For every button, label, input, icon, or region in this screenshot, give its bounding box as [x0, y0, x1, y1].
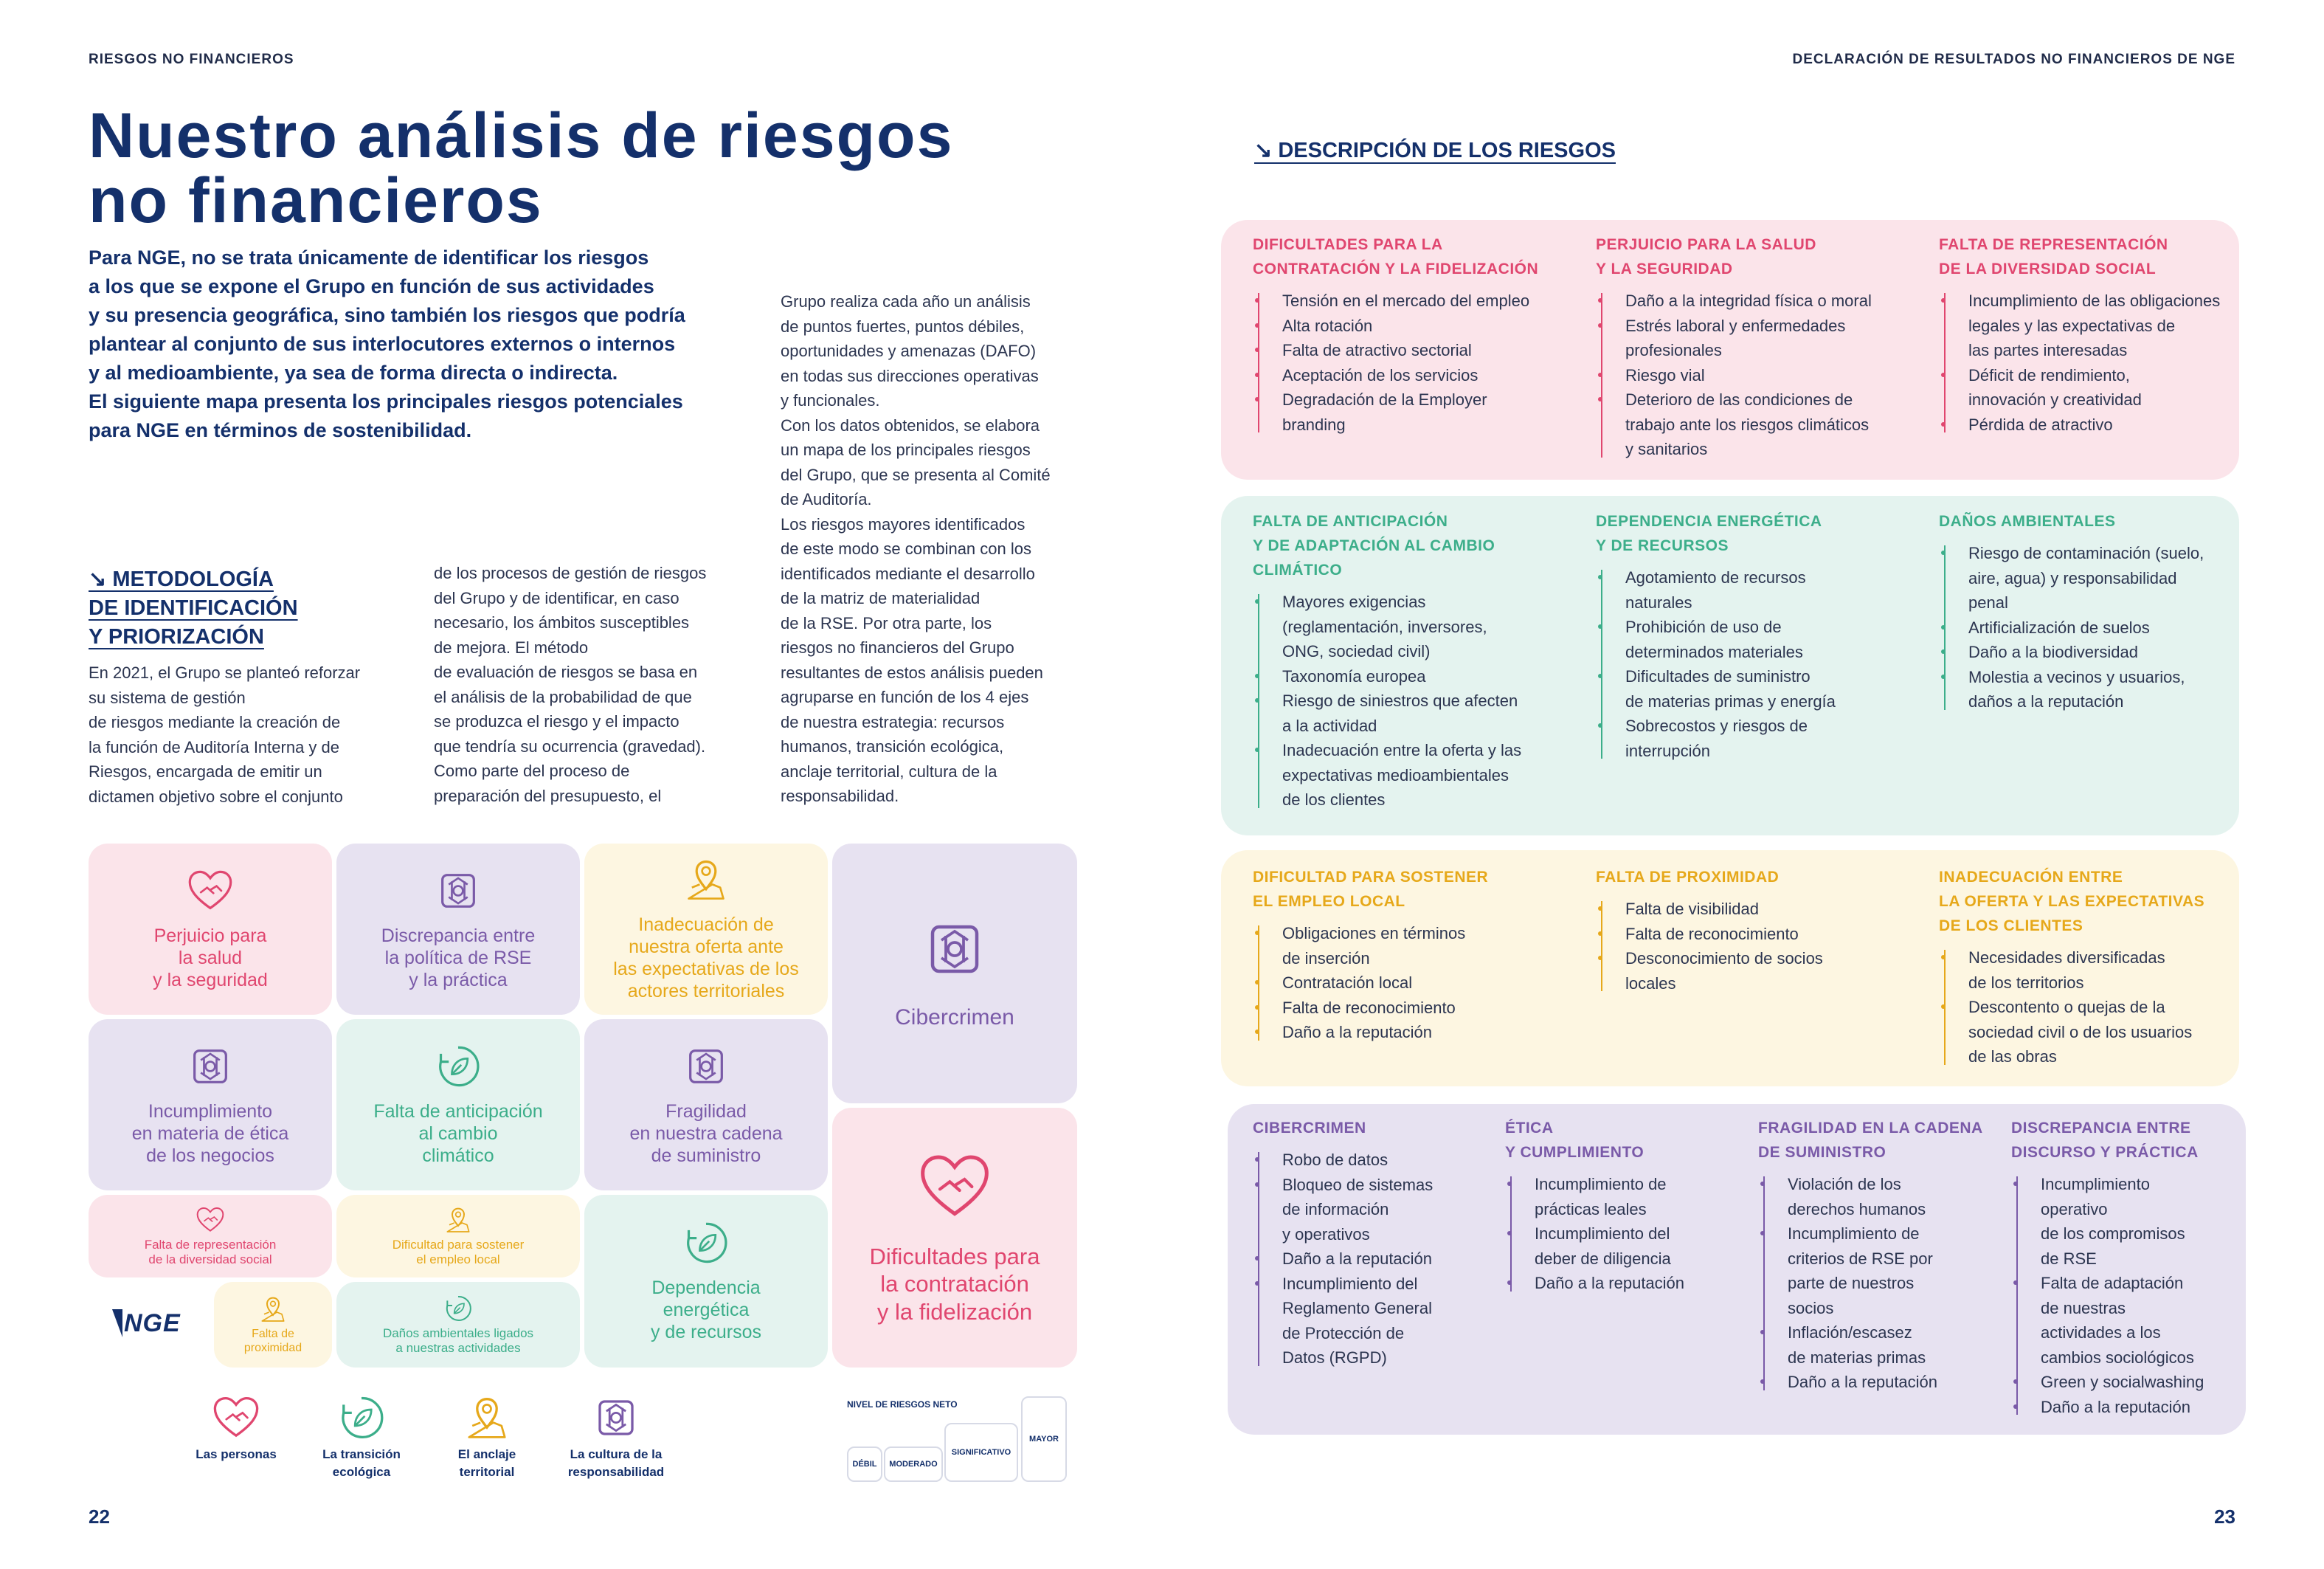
- tile-anticipacion: [336, 1019, 580, 1190]
- risk-list: [1253, 590, 1577, 813]
- risk-column: [1253, 509, 1577, 813]
- risk-item: Contratación local: [1282, 970, 1577, 996]
- risk-title: FALTA DE REPRESENTACIÓN DE LA DIVERSIDAD SOCIAL: [1939, 236, 2168, 277]
- eco-cycle-icon: [682, 1219, 730, 1266]
- risk-item: Deterioro de las condiciones de trabajo ante los riesgos climáticos y sanitarios: [1625, 387, 1920, 462]
- methodology-col3: Grupo realiza cada año un análisis de puntos fuertes, puntos débiles, oportunidades y amenazas (DAFO) en todas sus direcciones operativas y funcionales. Con los datos obtenidos, se elabora un mapa de los principales riesgos del Grupo, que se presenta al Comité de Auditoría. Los riesgos mayores identificados de este modo se combinan con los identificados mediante el desarrollo de la matriz de materialidad de la RSE. Por otra parte, los riesgos no financieros del Grupo resultantes de estos análisis pueden agruparse en función de los 4 ejes de nuestra estrategia: recursos humanos, transición ecológica, anclaje territorial, cultura de la responsabilidad.: [781, 292, 1051, 805]
- risk-column: [1253, 865, 1577, 1045]
- location-pin-icon: [463, 1393, 511, 1442]
- risk-item: Daño a la reputación: [1282, 1020, 1577, 1045]
- risk-column: [1505, 1116, 1749, 1296]
- risk-item: Aceptación de los servicios: [1282, 363, 1577, 388]
- risk-item: Alta rotación: [1282, 314, 1577, 339]
- joined-hands-icon: [921, 916, 988, 982]
- methodology-heading-line1: ↘ METODOLOGÍA: [89, 568, 274, 591]
- tile-discrepancia: [336, 844, 580, 1015]
- page-number-right: 23: [2214, 1506, 2235, 1528]
- risk-item: Daño a la reputación: [1282, 1246, 1496, 1272]
- legend-anclaje: [428, 1393, 546, 1481]
- methodology-col2: de los procesos de gestión de riesgos del Grupo y de identificar, en caso necesario, los ámbitos susceptibles de mejora. El método de evaluación de riesgos se basa en el análisis de la probabilidad de que se produzca el riesgo y el impacto que tendría su ocurrencia (gravedad). Como parte del proceso de preparación del presupuesto, el: [434, 564, 707, 805]
- legend-transicion-label: La transición ecológica: [322, 1447, 401, 1479]
- risk-item: Tensión en el mercado del empleo: [1282, 289, 1577, 314]
- risk-list: [1596, 565, 1920, 763]
- risk-item: Molestia a vecinos y usuarios, daños a la reputación: [1968, 665, 2249, 714]
- risk-item: Dificultades de suministro de materias primas y energía: [1625, 664, 1920, 714]
- level-debil: DÉBIL: [847, 1446, 882, 1482]
- risk-item: Falta de atractivo sectorial: [1282, 338, 1577, 363]
- tile-danos: [336, 1282, 580, 1368]
- risk-item: Riesgo vial: [1625, 363, 1920, 388]
- legend-transicion: [302, 1393, 421, 1481]
- nge-logo-text: NGE: [124, 1309, 181, 1337]
- risk-list: [1596, 289, 1920, 462]
- risk-title: FALTA DE ANTICIPACIÓN Y DE ADAPTACIÓN AL CAMBIO CLIMÁTICO: [1253, 513, 1495, 579]
- page-title-line2: no financieros: [89, 165, 543, 236]
- risk-item: Descontento o quejas de la sociedad civil o de los usuarios de las obras: [1968, 995, 2249, 1069]
- page-title: [89, 100, 954, 236]
- legend-cultura-label: La cultura de la responsabilidad: [567, 1447, 665, 1479]
- risk-column: [1253, 1116, 1496, 1370]
- risk-title: FRAGILIDAD EN LA CADENA DE SUMINISTRO: [1758, 1120, 1983, 1161]
- tile-contratacion-label: Dificultades para la contratación y la fidelización: [869, 1244, 1040, 1325]
- tile-diversidad: [89, 1195, 332, 1277]
- risk-item: Daño a la reputación: [1535, 1271, 1749, 1296]
- tile-empleo: [336, 1195, 580, 1277]
- tile-salud-label: Perjuicio para la salud y la seguridad: [153, 925, 268, 990]
- tile-salud: [89, 844, 332, 1015]
- risk-item: Riesgo de siniestros que afecten a la actividad: [1282, 689, 1577, 738]
- methodology-heading-line3: Y PRIORIZACIÓN: [89, 625, 264, 649]
- methodology-heading-line2: DE IDENTIFICACIÓN: [89, 596, 298, 620]
- risk-item: Desconocimiento de socios locales: [1625, 946, 1920, 996]
- legend-anclaje-label: El anclaje territorial: [457, 1447, 516, 1479]
- risk-item: Bloqueo de sistemas de información y operativos: [1282, 1173, 1496, 1247]
- heart-hands-icon: [196, 1205, 225, 1235]
- risk-item: Falta de adaptación de nuestras actividades a los cambios sociológicos: [2041, 1271, 2240, 1370]
- risk-title: FALTA DE PROXIMIDAD: [1596, 869, 1780, 886]
- legend-personas-label: Las personas: [196, 1447, 277, 1461]
- risk-item: Agotamiento de recursos naturales: [1625, 565, 1920, 615]
- tile-contratacion: [832, 1108, 1077, 1368]
- risk-item: Violación de los derechos humanos: [1788, 1172, 2002, 1221]
- level-significativo: SIGNIFICATIVO: [944, 1423, 1018, 1482]
- tile-inadecuacion-label: Inadecuación de nuestra oferta ante las expectativas de los actores territoriales: [613, 914, 799, 1001]
- risk-item: Degradación de la Employer branding: [1282, 387, 1577, 437]
- risk-column: [1939, 865, 2249, 1069]
- location-pin-icon: [443, 1205, 473, 1235]
- page-number-left: 22: [89, 1506, 110, 1528]
- tile-cibercrimen: [832, 844, 1077, 1103]
- risk-item: Artificialización de suelos: [1968, 615, 2249, 641]
- risk-title: DAÑOS AMBIENTALES: [1939, 513, 2116, 530]
- risk-item: Inflación/escasez de materias primas: [1788, 1320, 2002, 1370]
- tile-inadecuacion: [584, 844, 828, 1015]
- risk-title: CIBERCRIMEN: [1253, 1120, 1366, 1137]
- tile-empleo-label: Dificultad para sostener el empleo local: [392, 1237, 525, 1266]
- level-moderado: MODERADO: [884, 1446, 943, 1482]
- tile-fragilidad-label: Fragilidad en nuestra cadena de suministro: [629, 1101, 783, 1166]
- legend-personas: [177, 1393, 295, 1463]
- legend-cultura: [546, 1393, 686, 1481]
- tile-dependencia: [584, 1195, 828, 1368]
- risk-item: Daño a la integridad física o moral: [1625, 289, 1920, 314]
- risk-column: [1596, 865, 1920, 996]
- risk-item: Déficit de rendimiento, innovación y creatividad: [1968, 363, 2249, 413]
- tile-proximidad-label: Falta de proximidad: [243, 1327, 302, 1354]
- methodology-col1: En 2021, el Grupo se planteó reforzar su sistema de gestión de riesgos mediante la creación de la función de Auditoría Interna y de Riesgos, encargada de emitir un dictamen objetivo sobre el conjunto: [89, 663, 361, 806]
- risk-level-title: NIVEL DE RIESGOS NETO: [847, 1399, 958, 1410]
- heart-hands-icon: [187, 867, 234, 914]
- risk-item: Sobrecostos y riesgos de interrupción: [1625, 714, 1920, 763]
- tile-diversidad-label: Falta de representación de la diversidad social: [144, 1237, 277, 1266]
- tile-dependencia-label: Dependencia energética y de recursos: [650, 1277, 762, 1342]
- risk-title: DISCREPANCIA ENTRE DISCURSO Y PRÁCTICA: [2011, 1120, 2199, 1161]
- tile-proximidad: [214, 1282, 332, 1368]
- page-title-line1: Nuestro análisis de riesgos: [89, 100, 954, 171]
- risk-list: [1253, 921, 1577, 1045]
- tile-etica: [89, 1019, 332, 1190]
- risk-title: ÉTICA Y CUMPLIMIENTO: [1505, 1120, 1645, 1161]
- risk-item: Incumplimiento de las obligaciones legales y las expectativas de las partes interesadas: [1968, 289, 2249, 363]
- risk-item: Taxonomía europea: [1282, 664, 1577, 689]
- risk-item: Robo de datos: [1282, 1148, 1496, 1173]
- risk-item: Incumplimiento del Reglamento General de Protección de Datos (RGPD): [1282, 1272, 1496, 1370]
- risk-item: Falta de visibilidad: [1625, 897, 1920, 922]
- risk-item: Mayores exigencias (reglamentación, inversores, ONG, sociedad civil): [1282, 590, 1577, 664]
- risk-column: [1939, 509, 2249, 714]
- risk-column: [1596, 232, 1920, 462]
- risk-item: Incumplimiento del deber de diligencia: [1535, 1221, 1749, 1271]
- risk-title: DIFICULTAD PARA SOSTENER EL EMPLEO LOCAL: [1253, 869, 1489, 910]
- tile-anticipacion-label: Falta de anticipación al cambio climático: [373, 1101, 543, 1166]
- tile-discrepancia-label: Discrepancia entre la política de RSE y la práctica: [381, 925, 536, 990]
- risk-list: [1596, 897, 1920, 996]
- description-heading: ↘ DESCRIPCIÓN DE LOS RIESGOS: [1254, 139, 1616, 162]
- risk-item: Inadecuación entre la oferta y las expectativas medioambientales de los clientes: [1282, 738, 1577, 813]
- risk-item: Falta de reconocimiento: [1282, 996, 1577, 1021]
- running-header-left: RIESGOS NO FINANCIEROS: [89, 52, 294, 67]
- joined-hands-icon: [682, 1043, 730, 1090]
- tile-danos-label: Daños ambientales ligados a nuestras actividades: [382, 1325, 534, 1355]
- level-mayor: MAYOR: [1021, 1396, 1067, 1482]
- location-pin-icon: [682, 856, 730, 903]
- risk-item: Incumplimiento de criterios de RSE por parte de nuestros socios: [1788, 1221, 2002, 1320]
- nge-logo: [111, 1305, 192, 1342]
- risk-item: Daño a la reputación: [2041, 1395, 2240, 1420]
- risk-list: [1939, 945, 2249, 1069]
- eco-cycle-icon: [443, 1294, 473, 1323]
- joined-hands-icon: [592, 1393, 640, 1442]
- tile-cibercrimen-label: Cibercrimen: [895, 1005, 1014, 1030]
- intro-paragraph: Para NGE, no se trata únicamente de identificar los riesgos a los que se expone el Grupo en función de sus actividades y su presencia geográfica, sino también los riesgos que podría plantear al conjunto de sus interlocutores externos o internos y al medioambiente, ya sea de forma directa o indirecta. El siguiente mapa presenta los principales riesgos potenciales para NGE en términos de sostenibilidad.: [89, 246, 685, 441]
- risk-list: [1253, 1148, 1496, 1370]
- risk-title: DIFICULTADES PARA LA CONTRATACIÓN Y LA FIDELIZACIÓN: [1253, 236, 1539, 277]
- risk-list: [1253, 289, 1577, 437]
- risk-item: Estrés laboral y enfermedades profesionales: [1625, 314, 1920, 363]
- risk-column: [2011, 1116, 2240, 1419]
- risk-list: [1758, 1172, 2002, 1395]
- joined-hands-icon: [435, 867, 482, 914]
- risk-list: [1939, 541, 2249, 714]
- risk-column: [1253, 232, 1577, 437]
- risk-list: [1505, 1172, 1749, 1296]
- risk-item: Falta de reconocimiento: [1625, 922, 1920, 947]
- tile-fragilidad: [584, 1019, 828, 1190]
- risk-title: DEPENDENCIA ENERGÉTICA Y DE RECURSOS: [1596, 513, 1822, 554]
- eco-cycle-icon: [435, 1043, 482, 1090]
- heart-hands-icon: [212, 1393, 260, 1442]
- risk-list: [1939, 289, 2249, 437]
- methodology-heading: [89, 565, 298, 652]
- risk-column: [1758, 1116, 2002, 1395]
- running-header-right: DECLARACIÓN DE RESULTADOS NO FINANCIEROS DE NGE: [1792, 52, 2235, 67]
- risk-item: Incumplimiento de prácticas leales: [1535, 1172, 1749, 1221]
- location-pin-icon: [258, 1294, 288, 1324]
- tile-etica-label: Incumplimiento en materia de ética de los negocios: [131, 1101, 289, 1166]
- risk-item: Green y socialwashing: [2041, 1370, 2240, 1395]
- risk-item: Daño a la reputación: [1788, 1370, 2002, 1395]
- risk-item: Daño a la biodiversidad: [1968, 640, 2249, 665]
- risk-column: [1939, 232, 2249, 437]
- risk-item: Obligaciones en términos de inserción: [1282, 921, 1577, 970]
- risk-item: Incumplimiento operativo de los compromisos de RSE: [2041, 1172, 2240, 1271]
- risk-item: Necesidades diversificadas de los territorios: [1968, 945, 2249, 995]
- risk-item: Riesgo de contaminación (suelo, aire, agua) y responsabilidad penal: [1968, 541, 2249, 615]
- risk-list: [2011, 1172, 2240, 1419]
- risk-item: Pérdida de atractivo: [1968, 413, 2249, 438]
- risk-item: Prohibición de uso de determinados materiales: [1625, 615, 1920, 664]
- risk-title: INADECUACIÓN ENTRE LA OFERTA Y LAS EXPECTATIVAS DE LOS CLIENTES: [1939, 869, 2205, 934]
- eco-cycle-icon: [337, 1393, 386, 1442]
- risk-title: PERJUICIO PARA LA SALUD Y LA SEGURIDAD: [1596, 236, 1816, 277]
- heart-hands-icon: [918, 1150, 992, 1224]
- risk-column: [1596, 509, 1920, 763]
- joined-hands-icon: [187, 1043, 234, 1090]
